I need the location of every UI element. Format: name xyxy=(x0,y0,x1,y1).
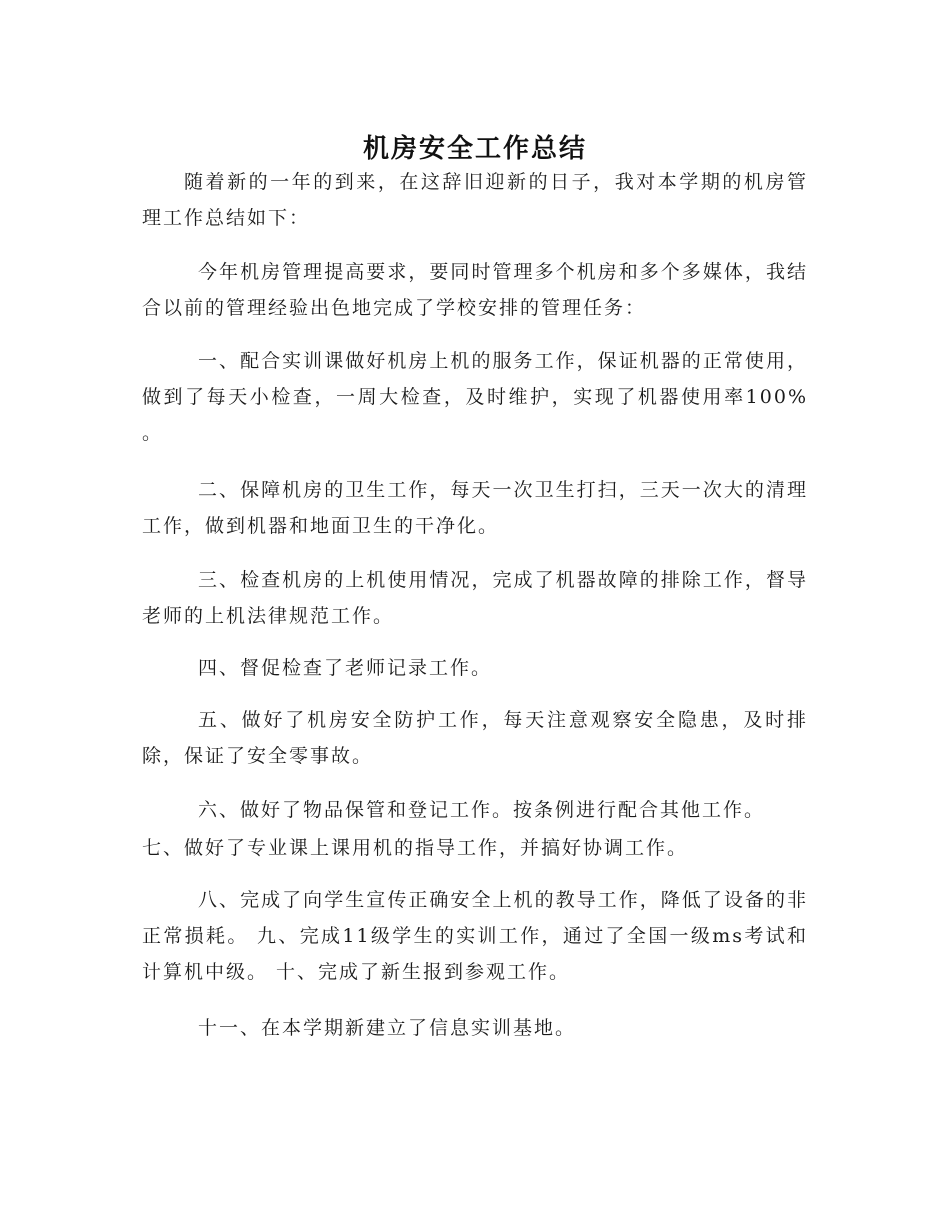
intro-paragraph: 随着新的一年的到来，在这辞旧迎新的日子，我对本学期的机房管理工作总结如下： xyxy=(142,171,808,229)
item-11-paragraph: 十一、在本学期新建立了信息实训基地。 xyxy=(198,1017,577,1039)
item-7-paragraph: 七、做好了专业课上课用机的指导工作，并搞好协调工作。 xyxy=(142,837,689,859)
item-5-paragraph: 五、做好了机房安全防护工作，每天注意观察安全隐患，及时排除，保证了安全零事故。 xyxy=(142,709,808,767)
item-1-paragraph: 一、配合实训课做好机房上机的服务工作，保证机器的正常使用，做到了每天小检查，一周大检查，及时维护，实现了机器使用率100% 。 xyxy=(142,350,808,444)
item-6-paragraph: 六、做好了物品保管和登记工作。按条例进行配合其他工作。 xyxy=(198,799,766,821)
item-8-10-paragraph: 八、完成了向学生宣传正确安全上机的教导工作，降低了设备的非正常损耗。 九、完成11级学生的实训工作，通过了全国一级ms考试和计算机中级。 十、完成了新生报到参观工作。 xyxy=(142,889,808,983)
item-2-paragraph: 二、保障机房的卫生工作，每天一次卫生打扫，三天一次大的清理工作，做到机器和地面卫生的干净化。 xyxy=(142,479,808,537)
document-title: 机房安全工作总结 xyxy=(362,134,587,165)
item-4-paragraph: 四、督促检查了老师记录工作。 xyxy=(198,657,493,679)
item-3-paragraph: 三、检查机房的上机使用情况，完成了机器故障的排除工作，督导老师的上机法律规范工作。 xyxy=(142,569,808,627)
overview-paragraph: 今年机房管理提高要求，要同时管理多个机房和多个多媒体，我结合以前的管理经验出色地完成了学校安排的管理任务： xyxy=(142,261,808,319)
